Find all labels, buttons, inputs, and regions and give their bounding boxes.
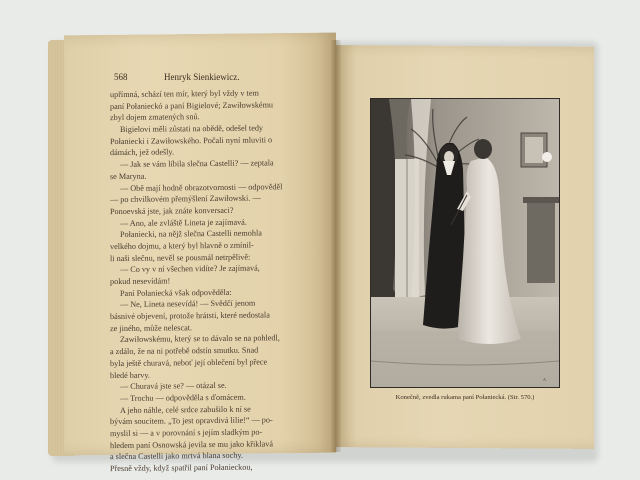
text-line: básnivé objevení, protože hrátsti, které nedostala [110, 310, 270, 322]
text-line: velkého dojmu, a který byl hlavně o zmínil- [110, 240, 254, 252]
text-line: — Ano, ale zvláště Lineta je zajímavá. [120, 217, 247, 228]
left-page-header [114, 72, 318, 86]
text-line: upřímná, schází ten mír, který byl vždy v tem [110, 88, 259, 100]
text-line: pokud nesevídám! [110, 276, 171, 287]
text-line: Połaniecki, na nějž slečna Castelli nemohla [120, 228, 262, 240]
text-line: hledem paní Osnowská jevila se mu jako křiklavá [110, 439, 274, 450]
text-line: li naši slečnu, nevěl se pousmál netrpělivě: [110, 252, 251, 263]
text-line: — Trochu — odpověděla s ďomácem. [120, 392, 246, 403]
text-line: dámách, jež odešly. [110, 147, 175, 158]
text-line: Ponoevská jste, jak znáte konversaci? [110, 205, 234, 216]
text-line: — Ne, Lineta nesevídá! — Svědčí jenom [120, 298, 256, 310]
text-line: — po chvilkovém přemýšlení Zawiłowski. — [110, 193, 261, 205]
text-line: myslil si — a v porovnání s jejím sladkým po- [110, 427, 263, 439]
page-number: 568 [114, 72, 128, 82]
text-line: — Co vy v ní všechen vidíte? Je zajímavá, [120, 263, 260, 275]
engraver-signature: A. [543, 377, 547, 382]
text-line: Połaniecki i Zawiłowského. Počali nyní mluviti o [110, 135, 273, 146]
illustration-plate [370, 98, 560, 388]
text-line: Paní Połaniecká však odpověděla: [120, 287, 232, 298]
text-line: A jeho náhle, celé srdce zabušilo k ní se [120, 404, 251, 415]
book-gutter [331, 40, 341, 452]
text-line: paní Połanieckó a paní Bigielové; Zawiłowskému [110, 100, 274, 111]
left-page-body-text [110, 87, 318, 475]
text-line: ze jiného, může nelescat. [110, 322, 193, 333]
text-line: zbyl dojem zmatených snů. [110, 112, 200, 123]
text-line: Přesně vždy, když spatřil paní Połanieckou, [110, 462, 253, 474]
illustration-engraving [371, 99, 559, 387]
text-line: a zdálo, že na ni potřebě odstín smutku. Snad [110, 345, 259, 357]
text-line: — Jak se vám líbila slečna Castelli? — zeptala [120, 158, 274, 170]
text-line: a slečna Castelli jako mrtvá blana sochy. [110, 451, 243, 462]
running-head: Henryk Sienkiewicz. [164, 72, 240, 82]
text-line: se Maryna. [110, 171, 147, 181]
text-line: byla ještě churavá, neboť její oblečení byl přece [110, 357, 268, 368]
text-line: bledé barvy. [110, 370, 150, 380]
plate-caption: Konečně, zvedla rukama paní Połaniecká. (Str. 570.) [395, 394, 535, 401]
text-line: — Obě mají hodně obrazotvornosti — odpověděl [120, 181, 283, 193]
text-line: bývám soucitem. „To jest opravdivá lilie!“ — po- [110, 415, 273, 427]
text-line: — Churavá jste se? — otázal se. [120, 381, 227, 392]
text-line: Bigielovi měli zůstati na obědě, odešel tedy [120, 123, 264, 135]
text-line: Zawiłowskému, který se to dávalo se na pohledl, [120, 333, 280, 345]
